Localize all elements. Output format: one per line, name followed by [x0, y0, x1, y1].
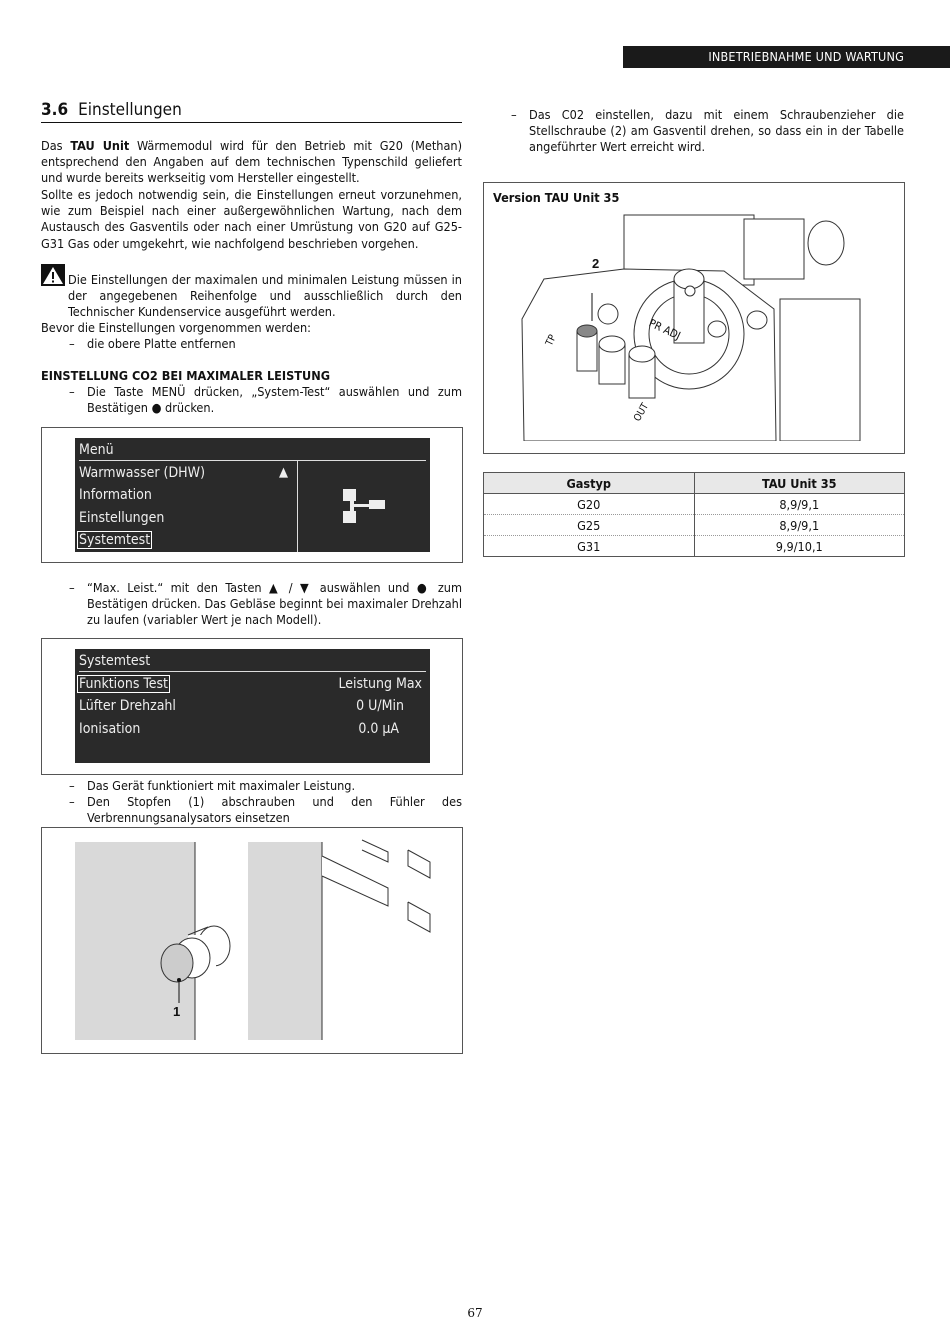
- callout-1: 1: [173, 1004, 181, 1019]
- table-row: [484, 494, 905, 515]
- menu-item-settings[interactable]: Einstellungen: [79, 510, 165, 526]
- scroll-up-icon: ▲: [279, 465, 288, 480]
- callout-2: 2: [592, 256, 600, 271]
- column-header: Gastyp: [484, 473, 695, 494]
- systest-row-value: 0 U/Min: [356, 698, 404, 714]
- plug-figure: [41, 827, 463, 1054]
- plug-illustration: [42, 828, 462, 1053]
- section-title: [41, 100, 462, 123]
- gas-valve-illustration: [514, 209, 874, 441]
- step-text: Das Gerät funktioniert mit maximaler Leistung.: [87, 778, 356, 793]
- co2-value-cell: 8,9/9,1: [694, 494, 905, 515]
- intro-paragraph-1: [41, 138, 462, 187]
- co2-heading: EINSTELLUNG CO2 BEI MAXIMALER LEISTUNG: [41, 368, 330, 383]
- intro-text-b: Wärmemodul wird für den Betrieb mit G20 (Methan) entsprechend den Angaben auf dem technischen Typenschild geliefert und wurde bereits werkseitig vom Hersteller eingestellt.: [41, 138, 463, 186]
- selected-label: Systemtest: [79, 532, 151, 548]
- display-screen: [75, 438, 430, 552]
- display-screen: [75, 649, 430, 763]
- co2-steps-3-4: [41, 778, 462, 827]
- systest-row-value: 0.0 µA: [358, 721, 399, 737]
- systest-title: Systemtest: [79, 651, 426, 672]
- intro-paragraph-2: Sollte es jedoch notwendig sein, die Einstellungen erneut vorzunehmen, wie zum Beispiel nach einer außergewöhnlichen Wartung, nach dem Austausch des Gasventils oder nach einer Umrüstung von G20 auf G25-G31 Gas oder umgekehrt, wie nachfolgend beschrieben vorgehen.: [41, 187, 462, 251]
- menu-screen-figure: [41, 427, 463, 563]
- step-text: Den Stopfen (1) abschrauben und den Fühler des Verbrennungsanalysators einsetzen: [87, 794, 462, 826]
- brand-name: TAU Unit: [70, 138, 130, 153]
- valve-icon: [341, 486, 391, 526]
- table-row: [484, 515, 905, 536]
- gas-table: [483, 472, 905, 557]
- systest-row-value: Leistung Max: [338, 676, 422, 692]
- figure-title: Version TAU Unit 35: [493, 190, 620, 205]
- co2-adjust-step: – Das C02 einstellen, dazu mit einem Schraubenzieher die Stellschraube (2) am Gasventil drehen, so dass ein in der Tabelle angeführter Wert erreicht wird.: [511, 107, 904, 155]
- gas-type-cell: G20: [484, 494, 695, 515]
- out-label: OUT: [632, 401, 652, 424]
- pr-adj-label: PR ADJ: [646, 316, 683, 343]
- column-header: TAU Unit 35: [694, 473, 905, 494]
- intro-text-a: Das: [41, 138, 71, 153]
- warning-icon: [41, 264, 65, 286]
- systest-row-label[interactable]: [79, 674, 170, 694]
- list-item: – die obere Platte entfernen: [69, 336, 236, 351]
- list-item: – Das Gerät funktioniert mit maximaler Leistung.: [69, 778, 356, 793]
- tp-label: TP: [544, 333, 559, 348]
- list-item: – Den Stopfen (1) abschrauben und den Fühler des Verbrennungsanalysators einsetzen: [69, 794, 462, 826]
- section-number: 3.6: [41, 100, 69, 120]
- warning-text: Die Einstellungen der maximalen und minimalen Leistung müssen in der angegebenen Reihenfolge und ausschließlich durch den Technischer Kundenservice ausgeführt werden.: [68, 272, 462, 320]
- menu-item-dhw[interactable]: Warmwasser (DHW): [79, 465, 206, 481]
- co2-step-2: – “Max. Leist.“ mit den Tasten ▲ / ▼ auswählen und ● zum Bestätigen drücken. Das Gebläse beginnt bei maximaler Drehzahl zu laufen (variabler Wert je nach Modell).: [69, 580, 462, 628]
- systest-row-label: Lüfter Drehzahl: [79, 698, 176, 714]
- step-text: Das C02 einstellen, dazu mit einem Schraubenzieher die Stellschraube (2) am Gasventil drehen, so dass ein in der Tabelle angeführter Wert erreicht wird.: [529, 107, 904, 155]
- systest-row-label: Ionisation: [79, 721, 141, 737]
- menu-item-information[interactable]: Information: [79, 487, 152, 503]
- menu-divider: [297, 460, 298, 552]
- before-text: Bevor die Einstellungen vorgenommen werden:: [41, 320, 311, 335]
- selected-label: Funktions Test: [79, 676, 168, 692]
- step-text: Die Taste MENÜ drücken, „System-Test“ auswählen und zum Bestätigen ● drücken.: [87, 384, 462, 416]
- menu-title: Menü: [79, 440, 426, 461]
- co2-value-cell: 8,9/9,1: [694, 515, 905, 536]
- gas-valve-figure: [483, 182, 905, 454]
- list-item-text: die obere Platte entfernen: [87, 336, 236, 351]
- menu-item-systemtest[interactable]: [79, 530, 152, 550]
- page-number: 67: [467, 1306, 483, 1320]
- table-row: [484, 536, 905, 557]
- co2-step-1: – Die Taste MENÜ drücken, „System-Test“ auswählen und zum Bestätigen ● drücken.: [69, 384, 462, 416]
- gas-type-cell: G31: [484, 536, 695, 557]
- table-header-row: [484, 473, 905, 494]
- co2-value-cell: 9,9/10,1: [694, 536, 905, 557]
- gas-type-cell: G25: [484, 515, 695, 536]
- section-name: Einstellungen: [78, 100, 182, 120]
- step-text: “Max. Leist.“ mit den Tasten ▲ / ▼ auswählen und ● zum Bestätigen drücken. Das Gebläse beginnt bei maximaler Drehzahl zu laufen (variabler Wert je nach Modell).: [87, 580, 462, 628]
- prep-list: [41, 336, 462, 352]
- systemtest-screen-figure: [41, 638, 463, 775]
- chapter-header: INBETRIEBNAHME UND WARTUNG: [623, 46, 950, 68]
